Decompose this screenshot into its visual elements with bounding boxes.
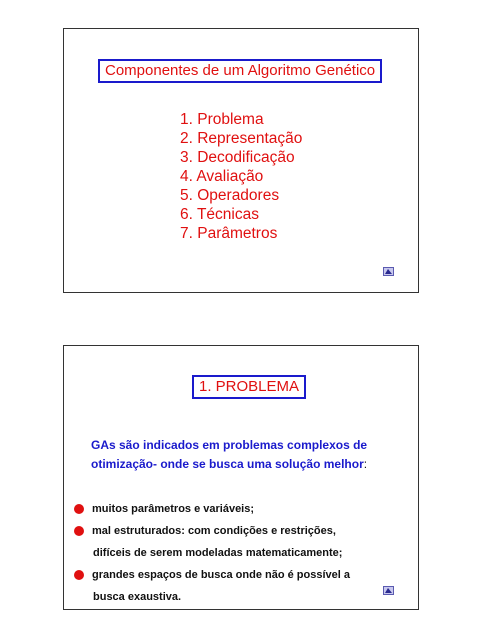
slide-title: 1. PROBLEMA bbox=[192, 375, 306, 399]
bullet-text: mal estruturados: com condições e restrições, bbox=[92, 525, 336, 537]
list-item: 5. Operadores bbox=[180, 187, 280, 204]
list-item: 3. Decodificação bbox=[180, 149, 295, 166]
intro-paragraph bbox=[91, 436, 401, 474]
bullet-continuation: difíceis de serem modeladas matematicamente; bbox=[93, 547, 343, 559]
bullet-item bbox=[64, 564, 420, 586]
bullet-dot-icon bbox=[74, 526, 84, 536]
intro-line: GAs são indicados em problemas complexos de bbox=[91, 438, 368, 452]
list-item: 6. Técnicas bbox=[180, 206, 259, 223]
bullet-dot-icon bbox=[74, 504, 84, 514]
list-item: 1. Problema bbox=[180, 111, 264, 128]
list-item: 7. Parâmetros bbox=[180, 225, 278, 242]
next-page-icon[interactable] bbox=[383, 586, 394, 595]
intro-line bbox=[91, 455, 401, 474]
bullet-item bbox=[64, 520, 420, 542]
slide-components bbox=[63, 28, 419, 293]
bullet-item bbox=[64, 498, 420, 520]
bullet-text: muitos parâmetros e variáveis; bbox=[92, 503, 255, 515]
components-list bbox=[180, 110, 302, 243]
list-item: 2. Representação bbox=[180, 130, 303, 147]
slide-title: Componentes de um Algoritmo Genético bbox=[98, 59, 382, 83]
next-page-icon[interactable] bbox=[383, 267, 394, 276]
slide-problema bbox=[63, 345, 419, 610]
intro-line-text: otimização- onde se busca uma solução melhor bbox=[91, 457, 364, 471]
list-item: 4. Avaliação bbox=[180, 168, 264, 185]
bullet-list bbox=[64, 498, 420, 608]
intro-colon: : bbox=[363, 457, 368, 471]
bullet-dot-icon bbox=[74, 570, 84, 580]
bullet-continuation: busca exaustiva. bbox=[93, 591, 182, 603]
bullet-text: grandes espaços de busca onde não é possível a bbox=[92, 569, 350, 581]
